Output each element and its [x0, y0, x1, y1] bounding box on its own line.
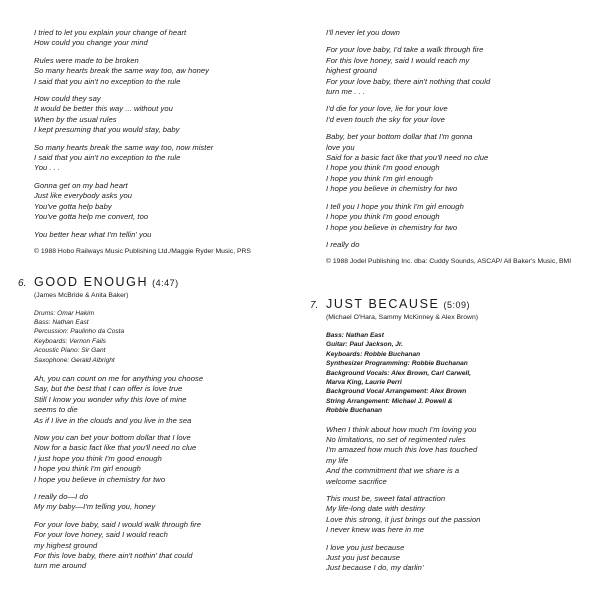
- lyric-line: You . . .: [34, 163, 61, 173]
- lyric-line: For your love honey, said I would reach: [34, 530, 168, 540]
- credit-line: Background Vocals: Alex Brown, Carl Carwell,: [326, 369, 471, 377]
- lyric-line: Now for a basic fact like that you'll need no clue: [34, 443, 197, 453]
- lyric-stanza: [34, 94, 304, 136]
- track-number: 7.: [310, 299, 319, 311]
- lyric-line: my life: [326, 455, 349, 465]
- lyrics-continued-right: [326, 28, 596, 250]
- lyric-line: This must be, sweet fatal attraction: [326, 494, 446, 503]
- lyric-stanza: [326, 45, 596, 97]
- lyric-stanza: [34, 28, 304, 49]
- lyric-line: I really do—I do: [34, 492, 88, 501]
- lyric-line: turn me around: [34, 561, 87, 571]
- lyric-line: How could you change your mind: [34, 38, 148, 48]
- lyric-line: I'd even touch the sky for your love: [326, 114, 445, 124]
- lyric-line: When I think about how much I'm loving you: [326, 424, 477, 434]
- credit-line: Saxophone: Gerald Albright: [34, 356, 115, 364]
- lyric-stanza: [326, 202, 596, 233]
- lyric-line: highest ground: [326, 66, 377, 76]
- lyric-line: So many hearts break the same way too, aw honey: [34, 66, 209, 76]
- lyric-line: Gonna get on my bad heart: [34, 180, 128, 190]
- lyric-line: My my baby—I'm telling you, honey: [34, 502, 156, 512]
- song-length: (4:47): [152, 277, 179, 288]
- lyric-line: For your love baby, there ain't nothing that could: [326, 76, 491, 86]
- lyric-line: Ah, you can count on me for anything you choose: [34, 373, 204, 383]
- lyric-line: I never knew was here in me: [326, 525, 425, 535]
- lyric-line: Love this strong, it just brings out the passion: [326, 514, 481, 524]
- credit-line: Bass: Nathan East: [326, 331, 384, 339]
- lyric-line: I'd die for your love, lie for your love: [326, 104, 448, 114]
- credit-line: Guitar: Paul Jackson, Jr.: [326, 341, 403, 349]
- lyric-line: welcome sacrifice: [326, 476, 387, 486]
- lyric-line: When by the usual rules: [34, 114, 117, 124]
- lyric-line: I hope you believe in chemistry for two: [326, 184, 458, 194]
- lyric-line: I hope you believe in chemistry for two: [326, 222, 458, 232]
- lyric-line: I said that you ain't no exception to the rule: [34, 76, 181, 86]
- lyric-line: And the commitment that we share is a: [326, 466, 460, 476]
- credit-line: Acoustic Piano: Sir Gant: [34, 347, 106, 355]
- lyric-line: For this love honey, said I would reach my: [326, 55, 470, 65]
- lyric-stanza: [326, 104, 596, 125]
- song-title: GOOD ENOUGH: [34, 274, 149, 289]
- lyric-line: It would be better this way ... without you: [34, 104, 173, 114]
- lyric-line: Just you just because: [326, 553, 401, 563]
- credit-line: Keyboards: Vernon Fails: [34, 337, 106, 345]
- lyric-line: I hope you think I'm girl enough: [326, 173, 433, 183]
- lyric-line: I hope you think I'm good enough: [326, 163, 440, 173]
- credit-line: String Arrangement: Michael J. Powell &: [326, 397, 453, 405]
- lyric-line: I hope you think I'm good enough: [326, 212, 440, 222]
- lyric-stanza: [326, 28, 596, 38]
- lyric-line: For your love baby, I'd take a walk through fire: [326, 45, 484, 55]
- lyric-line: Just because I do, my darlin': [326, 563, 424, 573]
- copyright-right: © 1988 Jodel Publishing Inc. dba: Cuddy Sounds, ASCAP/ All Baker's Music, BMI: [326, 258, 572, 266]
- lyric-line: I tried to let you explain your change of heart: [34, 28, 187, 37]
- lyric-stanza: [326, 132, 596, 194]
- lyric-line: Baby, bet your bottom dollar that I'm gonna: [326, 132, 473, 142]
- lyric-line: Still I know you wonder why this love of mine: [34, 394, 187, 404]
- song-authors: (James McBride & Anita Baker): [34, 291, 129, 299]
- song-heading-just-because: [310, 296, 596, 311]
- lyric-line: You better hear what I'm tellin' you: [34, 229, 152, 239]
- song-title: JUST BECAUSE: [326, 296, 440, 311]
- musician-credits: [326, 331, 596, 416]
- lyric-stanza: [326, 425, 596, 487]
- lyrics-continued-left: [34, 28, 304, 240]
- lyric-stanza: [34, 374, 304, 426]
- lyric-line: For this love baby, there ain't nothin' that could: [34, 551, 193, 561]
- credit-line: Robbie Buchanan: [326, 407, 383, 415]
- musician-credits: [34, 309, 304, 365]
- lyric-line: My life-long date with destiny: [326, 504, 425, 514]
- lyric-line: I hope you think I'm girl enough: [34, 464, 141, 474]
- lyric-line: I hope you believe in chemistry for two: [34, 474, 166, 484]
- lyric-line: I tell you I hope you think I'm girl enough: [326, 201, 464, 211]
- credit-line: Bass: Nathan East: [34, 318, 89, 326]
- song-lyrics-just-because: [326, 425, 596, 574]
- lyric-stanza: [34, 492, 304, 513]
- credit-line: Marva King, Laurie Perri: [326, 378, 402, 386]
- left-column: [18, 28, 304, 579]
- credit-line: Drums: Omar Hakim: [34, 309, 95, 317]
- credit-line: Synthesizer Programming: Robbie Buchanan: [326, 360, 468, 368]
- lyric-line: No limitations, no set of regimented rules: [326, 434, 466, 444]
- lyric-line: You've gotta help baby: [34, 201, 112, 211]
- lyric-line: I really do: [326, 239, 360, 249]
- lyric-line: I said that you ain't no exception to the rule: [34, 153, 181, 163]
- lyric-line: turn me . . .: [326, 87, 366, 97]
- credit-line: Background Vocal Arrangement: Alex Brown: [326, 388, 467, 396]
- lyric-line: Just like everybody asks you: [34, 191, 133, 201]
- lyric-line: I love you just because: [326, 542, 405, 552]
- lyric-line: You've gotta help me convert, too: [34, 212, 149, 222]
- lyric-line: seems to die: [34, 405, 78, 415]
- right-column: [310, 28, 596, 581]
- lyric-stanza: [34, 56, 304, 87]
- lyric-line: As if I live in the clouds and you live in the sea: [34, 415, 192, 425]
- song-length: (5:09): [443, 299, 470, 310]
- copyright-left: © 1988 Hobo Railways Music Publishing Ltd./Maggie Ryder Music, PRS: [34, 247, 251, 255]
- lyric-line: Now you can bet your bottom dollar that I love: [34, 432, 191, 442]
- lyric-line: Rules were made to be broken: [34, 55, 139, 65]
- lyric-line: Say, but the best that I can offer is love true: [34, 384, 183, 394]
- lyric-stanza: [34, 181, 304, 223]
- lyric-line: Said for a basic fact like that you'll need no clue: [326, 153, 489, 163]
- credit-line: Keyboards: Robbie Buchanan: [326, 350, 421, 358]
- lyric-stanza: [326, 240, 596, 250]
- song-heading-good-enough: [18, 274, 304, 289]
- track-number: 6.: [18, 277, 27, 289]
- lyric-line: I just hope you think I'm good enough: [34, 453, 162, 463]
- lyric-stanza: [34, 230, 304, 240]
- lyric-stanza: [326, 494, 596, 536]
- lyric-line: I'll never let you down: [326, 28, 400, 37]
- lyric-stanza: [34, 143, 304, 174]
- song-authors: (Michael O'Hara, Sammy McKinney & Alex Brown): [326, 313, 479, 321]
- lyric-line: I kept presuming that you would stay, baby: [34, 125, 180, 135]
- lyric-line: For your love baby, said I would walk through fire: [34, 519, 201, 529]
- credit-line: Percussion: Paulinho da Costa: [34, 328, 125, 336]
- lyric-stanza: [34, 520, 304, 572]
- lyric-line: love you: [326, 142, 355, 152]
- lyric-line: So many hearts break the same way too, now mister: [34, 142, 214, 152]
- song-lyrics-good-enough: [34, 374, 304, 572]
- lyric-stanza: [326, 543, 596, 574]
- lyric-line: How could they say: [34, 94, 101, 104]
- lyric-line: my highest ground: [34, 540, 98, 550]
- lyric-stanza: [34, 433, 304, 485]
- lyric-line: I'm amazed how much this love has touched: [326, 445, 478, 455]
